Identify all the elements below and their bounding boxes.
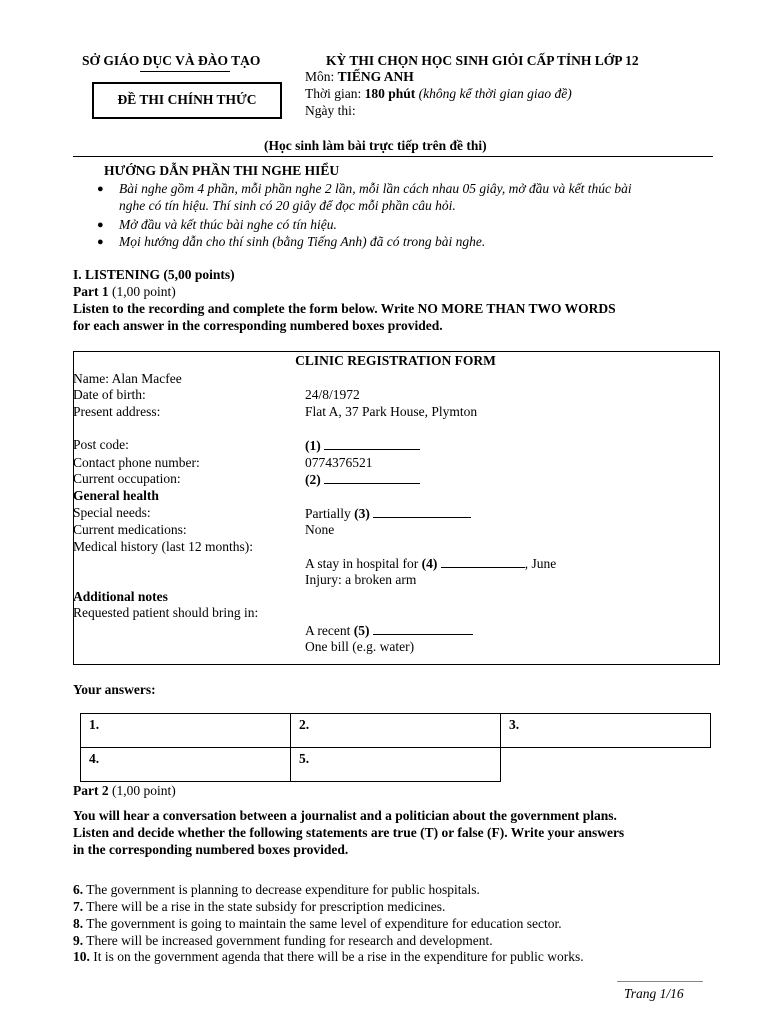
guide-bullet-3: Mọi hướng dẫn cho thí sinh (bằng Tiếng Anh) đã có trong bài nghe. [119,234,486,249]
phone-label: Contact phone number: [73,455,200,470]
question-2-number: (2) [305,472,321,487]
answer-blank-4[interactable] [441,555,525,568]
special-needs-field[interactable] [305,505,471,522]
general-health-heading: General health [73,488,159,503]
part2-heading [73,783,176,799]
recent-field[interactable] [305,622,473,639]
dob-label: Date of birth: [73,387,146,402]
medical-history-label: Medical history (last 12 months): [73,539,253,554]
occupation-label: Current occupation: [73,471,181,486]
postcode-label: Post code: [73,437,129,452]
department-underline [140,71,230,72]
part1-instruction-2: for each answer in the corresponding numbered boxes provided. [73,318,443,333]
medications-label: Current medications: [73,522,187,537]
your-answers-label: Your answers: [73,682,156,697]
question-5-number: (5) [353,623,370,638]
time-line [305,86,572,102]
special-needs-prefix: Partially [305,506,351,521]
answer-table [80,713,711,782]
hospital-stay-field[interactable] [305,555,556,572]
listening-guide-title: HƯỚNG DẪN PHẦN THI NGHE HIỂU [104,163,340,178]
injury-row: Injury: a broken arm [305,572,417,587]
statement-9: 9. There will be increased government funding for research and development. [73,933,493,948]
direct-note: (Học sinh làm bài trực tiếp trên đề thi) [264,138,487,153]
department-name: SỞ GIÁO DỤC VÀ ĐÀO TẠO [82,53,261,68]
section-title: I. LISTENING (5,00 points) [73,267,235,282]
answer-cell-empty [501,748,711,782]
official-label-box [92,82,282,119]
answer-blank-2[interactable] [324,471,420,484]
bullet-icon: ● [97,236,104,248]
medications-value: None [305,522,335,537]
time-value: 180 phút [364,86,416,101]
hospital-stay-prefix: A stay in hospital for [305,556,419,571]
answer-blank-3[interactable] [373,505,471,518]
statement-8: 8. The government is going to maintain the same level of expenditure for education sector. [73,916,562,931]
question-1-number: (1) [305,438,321,453]
answer-cell-2[interactable]: 2. [291,714,501,748]
subject-value: TIẾNG ANH [337,69,414,84]
part2-instruction-2: Listen and decide whether the following statements are true (T) or false (F). Write your answers [73,825,625,840]
address-label: Present address: [73,404,161,419]
subject-line [305,69,414,85]
name-row: Name: Alan Macfee [73,371,182,386]
requested-label: Requested patient should bring in: [73,605,259,620]
part1-label: Part 1 [73,284,109,299]
guide-bullet-2: Mở đầu và kết thúc bài nghe có tín hiệu. [119,217,337,232]
bullet-icon: ● [97,219,104,231]
question-3-number: (3) [354,506,370,521]
statement-10: 10. It is on the government agenda that there will be a rise in the expenditure for public works. [73,949,584,964]
exam-title: KỲ THI CHỌN HỌC SINH GIỎI CẤP TỈNH LỚP 12 [326,53,639,68]
part1-points: (1,00 point) [111,284,176,299]
bill-row: One bill (e.g. water) [305,639,415,654]
statement-6: 6. The government is planning to decrease expenditure for public hospitals. [73,882,480,897]
header-divider [73,156,713,157]
answer-blank-1[interactable] [324,437,420,450]
address-value: Flat A, 37 Park House, Plymton [305,404,478,419]
answer-cell-1[interactable]: 1. [81,714,291,748]
recent-prefix: A recent [305,623,351,638]
occupation-field[interactable] [305,471,420,488]
bullet-icon: ● [97,183,104,195]
answer-cell-4[interactable]: 4. [81,748,291,782]
part2-instruction-3: in the corresponding numbered boxes provided. [73,842,349,857]
part1-instruction-1: Listen to the recording and complete the form below. Write NO MORE THAN TWO WORDS [73,301,616,316]
guide-bullet-1: Bài nghe gồm 4 phần, mỗi phần nghe 2 lần, mỗi lần cách nhau 05 giây, mở đầu và kết thúc bài [119,181,632,196]
part2-instruction-1: You will hear a conversation between a journalist and a politician about the government plans. [73,808,617,823]
part2-label: Part 2 [73,783,109,798]
page-number: Trang 1/16 [624,986,684,1001]
time-note: (không kể thời gian giao đề) [418,86,572,101]
answer-blank-5[interactable] [373,622,473,635]
answer-cell-5[interactable]: 5. [291,748,501,782]
part1-heading [73,284,176,300]
guide-bullet-1-cont: nghe có tín hiệu. Thí sinh có 20 giây để đọc mỗi phần câu hỏi. [119,198,456,213]
postcode-field[interactable] [305,437,420,454]
footer-divider [617,981,703,982]
date-label: Ngày thi: [305,103,356,118]
special-needs-label: Special needs: [73,505,151,520]
phone-value: 0774376521 [305,455,373,470]
additional-notes-heading: Additional notes [73,589,168,604]
question-4-number: (4) [421,556,438,571]
official-label: ĐỀ THI CHÍNH THỨC [117,92,257,107]
form-title: CLINIC REGISTRATION FORM [295,353,496,368]
part2-points: (1,00 point) [111,783,176,798]
time-label: Thời gian: [305,86,362,101]
answer-cell-3[interactable]: 3. [501,714,711,748]
subject-label: Môn: [305,69,335,84]
statement-7: 7. There will be a rise in the state subsidy for prescription medicines. [73,899,446,914]
dob-value: 24/8/1972 [305,387,360,402]
hospital-stay-suffix: , June [524,556,557,571]
